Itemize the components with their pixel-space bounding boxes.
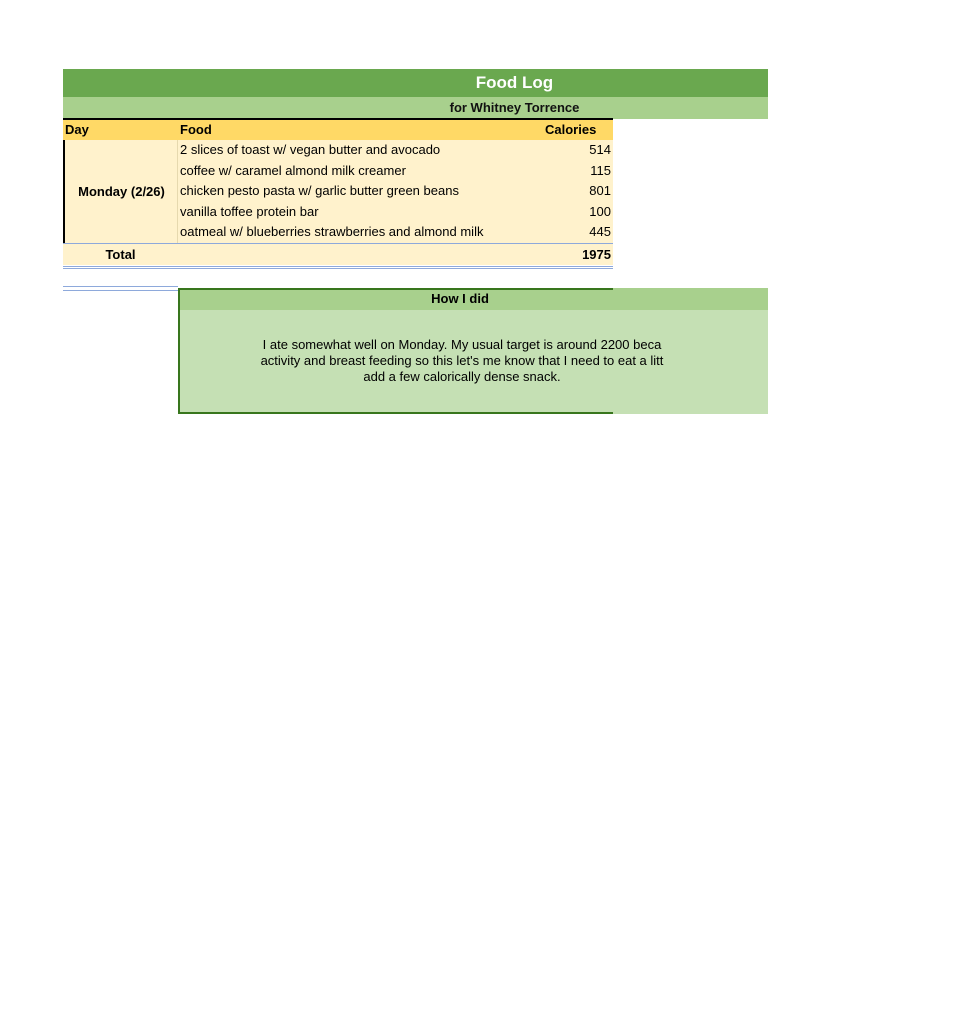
food-name: chicken pesto pasta w/ garlic butter green beans xyxy=(180,183,459,199)
total-value: 1975 xyxy=(582,247,611,262)
food-name: vanilla toffee protein bar xyxy=(180,203,319,219)
table-row xyxy=(178,161,613,182)
food-name: coffee w/ caramel almond milk creamer xyxy=(180,162,406,178)
food-calories: 514 xyxy=(589,142,611,157)
table-row xyxy=(178,202,613,223)
notes-heading: How I did xyxy=(431,291,489,306)
food-calories: 801 xyxy=(589,183,611,199)
total-row xyxy=(63,243,613,265)
divider xyxy=(63,286,178,291)
day-label: Monday (2/26) xyxy=(78,184,165,199)
notes-text: I ate somewhat well on Monday. My usual target is around 2200 beca activity and breast feeding so this let's me know that I need to eat a litt add a few calorically dense snack. xyxy=(260,337,664,384)
page-title: Food Log xyxy=(475,73,554,92)
table-row xyxy=(178,140,613,161)
notes-panel xyxy=(178,310,768,414)
notes-header xyxy=(178,288,768,310)
food-name: 2 slices of toast w/ vegan butter and avocado xyxy=(180,142,441,157)
total-label: Total xyxy=(105,247,136,262)
food-calories: 445 xyxy=(589,224,611,240)
header-day: Day xyxy=(65,122,89,137)
table-header-row xyxy=(63,118,613,140)
header-calories: Calories xyxy=(545,122,597,137)
food-name: oatmeal w/ blueberries strawberries and almond milk xyxy=(180,224,484,240)
food-calories: 115 xyxy=(590,162,611,178)
header-food: Food xyxy=(180,122,212,137)
table-row xyxy=(178,222,613,243)
notes-clip xyxy=(178,310,664,414)
day-cell xyxy=(63,140,178,243)
page-subtitle: for Whitney Torrence xyxy=(449,100,580,115)
subtitle-band xyxy=(63,97,768,119)
table-row xyxy=(178,181,613,202)
food-calories: 100 xyxy=(589,203,611,219)
table-body xyxy=(63,140,613,243)
title-band xyxy=(63,69,768,97)
